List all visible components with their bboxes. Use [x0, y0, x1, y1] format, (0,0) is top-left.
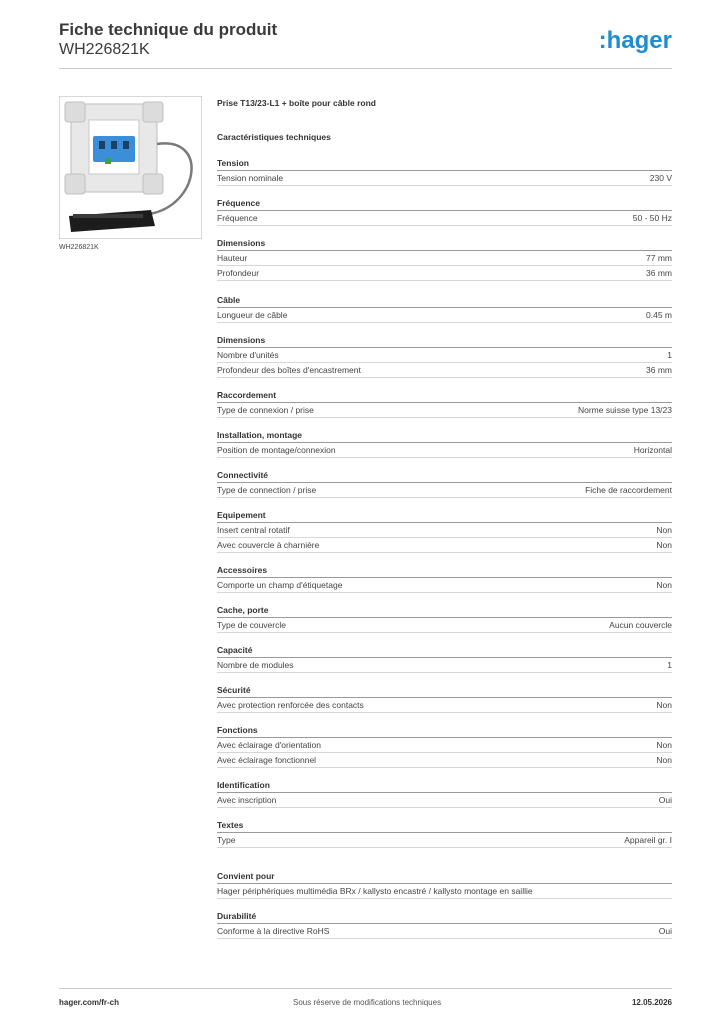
spec-label: Type de connection / prise: [217, 485, 317, 495]
spec-group: [217, 294, 672, 323]
product-reference: WH226821K: [59, 41, 150, 58]
spec-row: [217, 523, 672, 538]
spec-value: 230 V: [649, 173, 672, 183]
spec-value: Non: [656, 525, 672, 535]
spec-group: [217, 724, 672, 768]
spec-group-title: Textes: [217, 819, 672, 833]
spec-group: [217, 389, 672, 418]
spec-group-title: Raccordement: [217, 389, 672, 403]
spec-sheet: [217, 96, 672, 939]
spec-value: Non: [656, 540, 672, 550]
spec-value: Oui: [658, 795, 672, 805]
spec-group: [217, 237, 672, 281]
spec-group-title: Connectivité: [217, 469, 672, 483]
product-image: [59, 96, 202, 239]
spec-label: Avec protection renforcée des contacts: [217, 700, 364, 710]
spec-value: Aucun couvercle: [609, 620, 672, 630]
footer-date: 12.05.2026: [631, 998, 672, 1007]
spec-value: 0.45 m: [646, 310, 672, 320]
spec-row: [217, 793, 672, 808]
spec-label: Position de montage/connexion: [217, 445, 336, 455]
spec-group: [217, 644, 672, 673]
footer-website[interactable]: hager.com/fr-ch: [59, 998, 120, 1007]
spec-row: [217, 251, 672, 266]
spec-value: 1: [667, 660, 672, 670]
section-title: Caractéristiques techniques: [217, 132, 331, 142]
spec-group-title: Fonctions: [217, 724, 672, 738]
spec-value: Non: [656, 740, 672, 750]
spec-value: Norme suisse type 13/23: [577, 405, 672, 415]
spec-value: 1: [667, 350, 672, 360]
spec-label: Avec éclairage fonctionnel: [217, 755, 317, 765]
spec-row: [217, 538, 672, 553]
spec-label: Profondeur: [217, 268, 260, 278]
spec-group: [217, 429, 672, 458]
spec-group-title: Dimensions: [217, 334, 672, 348]
spec-row: [217, 403, 672, 418]
spec-label: Longueur de câble: [217, 310, 288, 320]
spec-group: [217, 157, 672, 186]
spec-group-title: Sécurité: [217, 684, 672, 698]
spec-group: [217, 564, 672, 593]
spec-group-title: Durabilité: [217, 910, 672, 924]
spec-row: [217, 698, 672, 713]
spec-value: Horizontal: [633, 445, 672, 455]
spec-label: Fréquence: [217, 213, 258, 223]
spec-groups: [217, 157, 672, 939]
spec-label: Hauteur: [217, 253, 248, 263]
spec-row: [217, 348, 672, 363]
spec-label: Avec couvercle à charnière: [217, 540, 320, 550]
spec-row: [217, 483, 672, 498]
footer-notice: Sous réserve de modifications techniques: [293, 998, 442, 1007]
header-divider: [59, 68, 672, 69]
spec-row: [217, 211, 672, 226]
spec-row: [217, 738, 672, 753]
spec-group: [217, 819, 672, 848]
logo-text: :hager: [598, 27, 672, 54]
spec-row: [217, 578, 672, 593]
spec-value: Non: [656, 755, 672, 765]
spec-group-title: Installation, montage: [217, 429, 672, 443]
spec-label: Type: [217, 835, 236, 845]
spec-value: Oui: [658, 926, 672, 936]
spec-value: Non: [656, 700, 672, 710]
spec-group-title: Tension: [217, 157, 672, 171]
spec-row: [217, 833, 672, 848]
spec-value: 50 - 50 Hz: [632, 213, 672, 223]
spec-group: [217, 197, 672, 226]
spec-label: Nombre d'unités: [217, 350, 279, 360]
spec-group-title: Capacité: [217, 644, 672, 658]
spec-label: Type de couvercle: [217, 620, 286, 630]
spec-group-title: Identification: [217, 779, 672, 793]
spec-label: Tension nominale: [217, 173, 284, 183]
spec-group-title: Fréquence: [217, 197, 672, 211]
spec-group-title: Accessoires: [217, 564, 672, 578]
spec-row: [217, 266, 672, 281]
spec-group-title: Câble: [217, 294, 672, 308]
spec-group: [217, 334, 672, 378]
spec-row: [217, 171, 672, 186]
spec-label: Comporte un champ d'étiquetage: [217, 580, 343, 590]
spec-group-title: Dimensions: [217, 237, 672, 251]
spec-row: [217, 924, 672, 939]
spec-label: Avec éclairage d'orientation: [217, 740, 322, 750]
spec-row: [217, 618, 672, 633]
hager-logo: [588, 26, 672, 56]
spec-row: [217, 363, 672, 378]
spec-label: Avec inscription: [217, 795, 277, 805]
spec-label: Conforme à la directive RoHS: [217, 926, 330, 936]
spec-value: 36 mm: [646, 268, 672, 278]
spec-group: [217, 910, 672, 939]
image-caption: WH226821K: [59, 244, 99, 251]
spec-group: [217, 684, 672, 713]
spec-group-title: Cache, porte: [217, 604, 672, 618]
spec-group: [217, 870, 672, 899]
spec-row: [217, 753, 672, 768]
page-header: [59, 20, 672, 60]
spec-group: [217, 509, 672, 553]
footer-divider: [59, 988, 672, 989]
spec-row: [217, 884, 672, 899]
spec-label: Nombre de modules: [217, 660, 294, 670]
page-title: Fiche technique du produit: [59, 20, 278, 39]
product-name: Prise T13/23-L1 + boîte pour câble rond: [217, 98, 376, 108]
spec-group: [217, 469, 672, 498]
spec-value: 36 mm: [646, 365, 672, 375]
spec-label: Profondeur des boîtes d'encastrement: [217, 365, 361, 375]
spec-group: [217, 779, 672, 808]
spec-value: Appareil gr. I: [624, 835, 672, 845]
spec-row: [217, 658, 672, 673]
spec-value: 77 mm: [646, 253, 672, 263]
spec-value: Fiche de raccordement: [585, 485, 672, 495]
spec-row: [217, 308, 672, 323]
spec-group-title: Convient pour: [217, 870, 672, 884]
spec-label: Insert central rotatif: [217, 525, 290, 535]
spec-value: Non: [656, 580, 672, 590]
spec-label: Hager périphériques multimédia BRx / kallysto encastré / kallysto montage en saillie: [217, 886, 533, 896]
spec-group-title: Equipement: [217, 509, 672, 523]
spec-label: Type de connexion / prise: [217, 405, 314, 415]
spec-group: [217, 604, 672, 633]
spec-row: [217, 443, 672, 458]
